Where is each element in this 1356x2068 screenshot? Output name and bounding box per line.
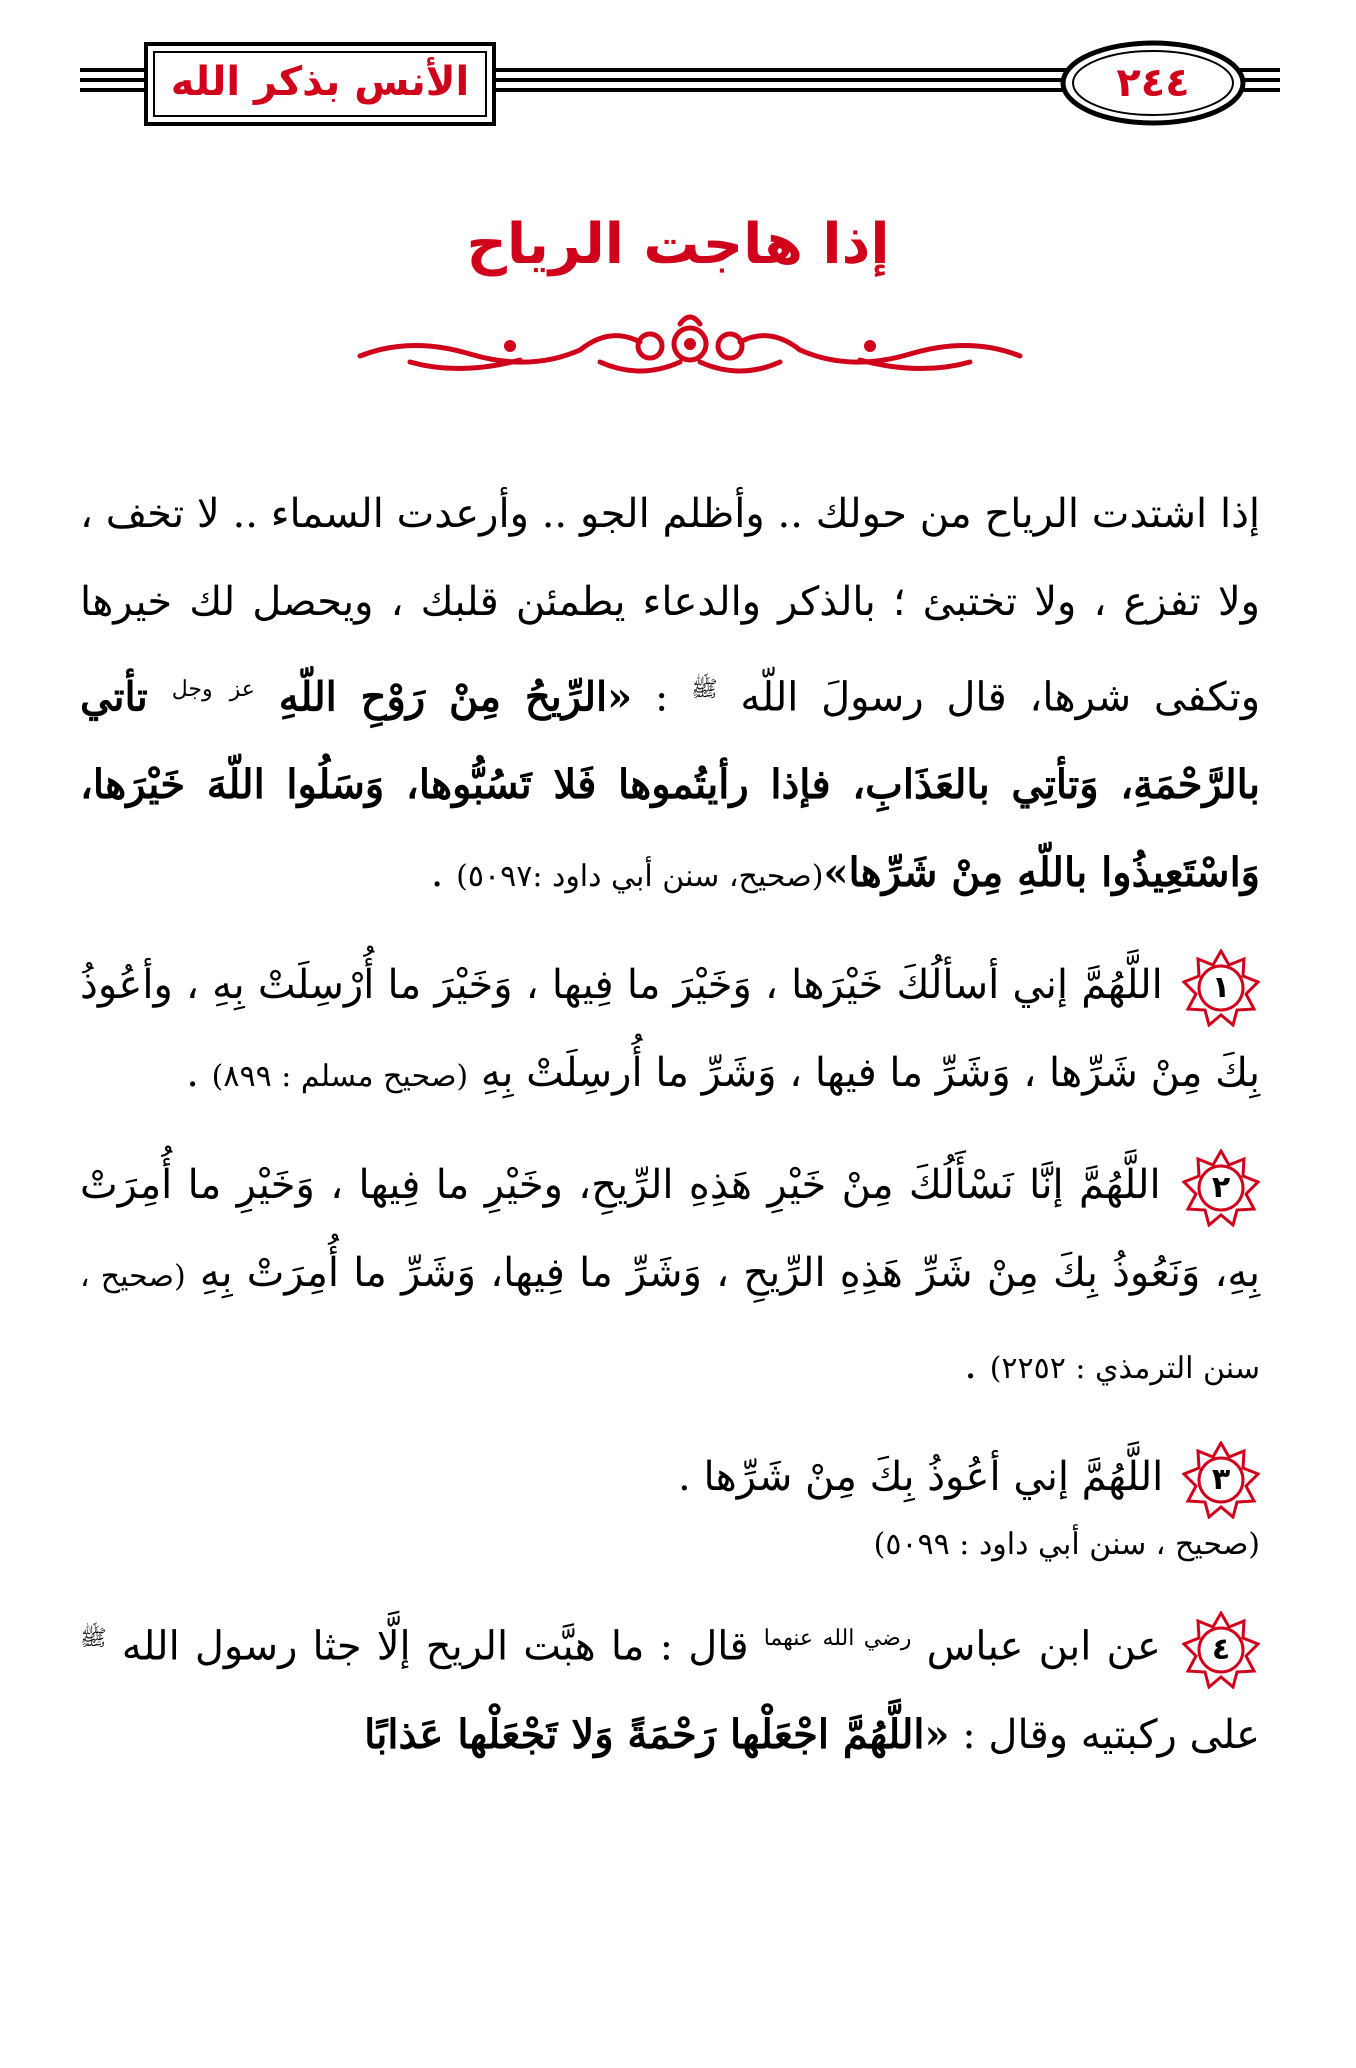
dua-end: . — [186, 1050, 212, 1097]
dua-number-badge — [1182, 949, 1260, 1027]
page-body — [80, 470, 1260, 1779]
hadith-rest: تأتي بالرَّحْمَةِ، وَتأتِي بالعَذَابِ، فإذا رأيتُموها فَلا تَسُبُّوها، وَسَلُوا اللّهَ خَيْرَها، وَاسْتَعِيذُوا باللّهِ مِنْ شَرِّها» — [80, 673, 1260, 897]
dua-text-after: على ركبتيه وقال : — [949, 1711, 1260, 1758]
dua-4 — [80, 1595, 1260, 1778]
dua-3-citation-line — [80, 1515, 1260, 1575]
dua-text: اللَّهُمَّ إني أسألُكَ خَيْرَها ، وَخَيْرَ ما فِيها ، وَخَيْرَ ما أُرْسِلَتْ بِهِ ، وأعُوذُ بِكَ مِنْ شَرِّها ، وَشَرِّ ما فيها ، وَشَرِّ ما أُرسِلَتْ بِهِ — [80, 962, 1260, 1097]
dua-citation: (صحيح مسلم : ٨٩٩) — [211, 1059, 469, 1095]
intro-citation: (صحيح، سنن أبي داود :٥٠٩٧) — [456, 859, 824, 895]
dua-number: ٤ — [1211, 1631, 1231, 1667]
dua-number-badge — [1182, 1149, 1260, 1227]
intro-colon: : — [632, 674, 692, 721]
dua-number: ٢ — [1211, 1170, 1231, 1206]
title-ornament — [350, 306, 1030, 386]
intro-end: . — [430, 850, 457, 897]
dua-number: ١ — [1211, 970, 1231, 1006]
intro-paragraph — [80, 470, 1260, 921]
dua-3 — [80, 1433, 1260, 1521]
book-title: الأنس بذكر الله — [170, 59, 470, 105]
page-number: ٢٤٤ — [1116, 60, 1190, 106]
allah-honorific: عز وجل — [171, 677, 255, 702]
prophet-honorific: ﷺ — [80, 1626, 107, 1652]
dua-1 — [80, 941, 1260, 1121]
dua-end: . — [964, 1342, 990, 1389]
page-header — [0, 0, 1356, 140]
prophet-honorific: ﷺ — [691, 677, 718, 702]
hadith-open: «الرِّيحُ مِنْ رَوْحِ اللّهِ — [254, 673, 633, 721]
intro-text: إذا اشتدت الرياح من حولك .. وأظلم الجو .. وأرعدت السماء .. لا تخف ، ولا تفزع ، ولا تختبئ ؛ بالذكر والدعاء يطمئن قلبك ، ويحصل لك خيرها وتكفى شرها، قال رسولَ اللّه — [80, 491, 1261, 721]
dua-number: ٣ — [1211, 1462, 1231, 1498]
dua-quote: «اللَّهُمَّ اجْعَلْها رَحْمَةً وَلا تَجْعَلْها عَذابًا — [364, 1710, 950, 1758]
section-title: إذا هاجت الرياح — [466, 212, 890, 277]
dua-text: اللَّهُمَّ إني أعُوذُ بِكَ مِنْ شَرِّها . — [678, 1454, 1164, 1501]
dua-number-badge — [1182, 1611, 1260, 1689]
dua-citation: (صحيح ، سنن الترمذي : ٢٢٥٢) — [80, 1259, 1260, 1387]
dua-text: اللَّهُمَّ إنَّا نَسْأَلُكَ مِنْ خَيْرِ هَذِهِ الرِّيحِ، وخَيْرِ ما فِيها ، وَخَيْرِ ما أُمِرَتْ بِهِ، وَنَعُوذُ بِكَ مِنْ شَرِّ هَذِهِ الرِّيحِ ، وَشَرِّ ما فِيها، وَشَرِّ ما أُمِرَتْ بِهِ — [80, 1162, 1260, 1297]
dua-text-before: عن ابن عباس — [911, 1623, 1161, 1670]
dua-text-mid: قال : ما هبَّت الريح إلَّا جثا رسول الله — [106, 1623, 764, 1670]
dua-number-badge — [1182, 1441, 1260, 1519]
companion-honorific: رضي الله عنهما — [763, 1626, 912, 1652]
dua-citation: (صحيح ، سنن أبي داود : ٥٠٩٩) — [873, 1527, 1260, 1563]
dua-2 — [80, 1141, 1260, 1413]
